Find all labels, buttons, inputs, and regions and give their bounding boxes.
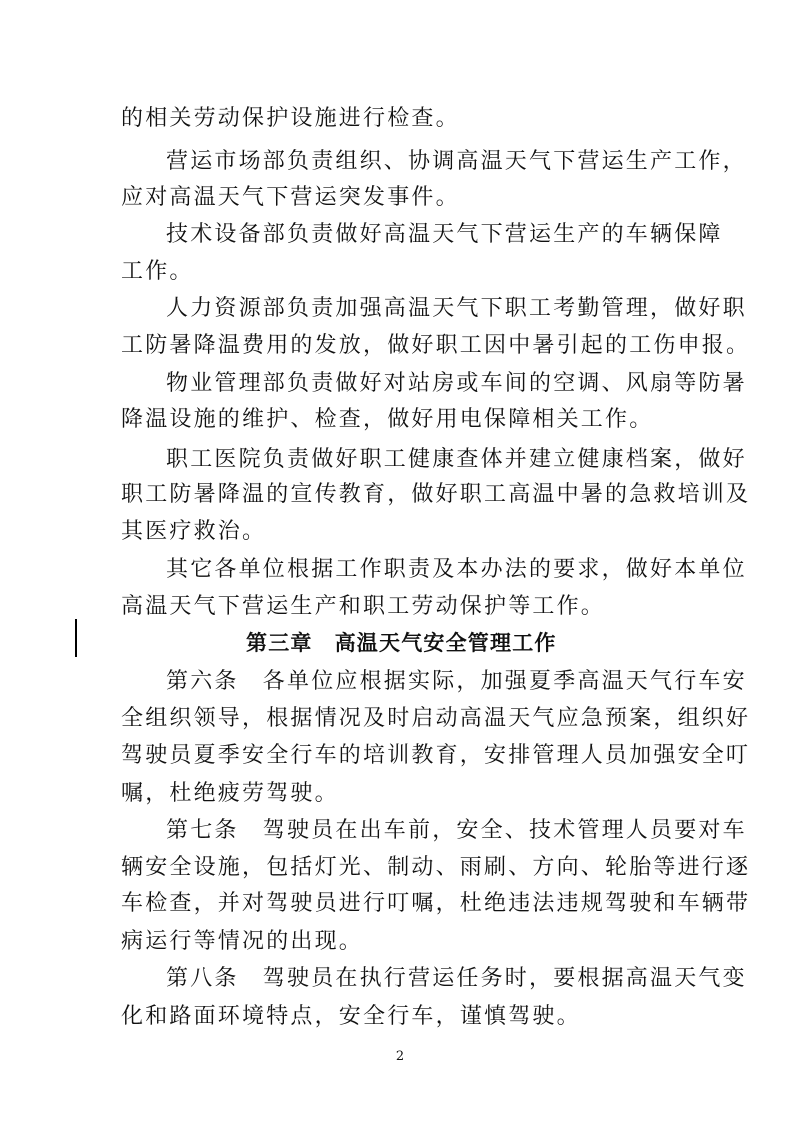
text-line: 人力资源部负责加强高温天气下职工考勤管理，做好职	[166, 296, 747, 321]
text-line: 其医疗救治。	[121, 519, 267, 544]
text-line: 驾驶员夏季安全行车的培训教育，安排管理人员加强安全叮	[121, 743, 751, 768]
text-line: 工作。	[121, 259, 194, 284]
text-line: 营运市场部负责组织、协调高温天气下营运生产工作，	[166, 149, 747, 174]
text-line: 工防暑降温费用的发放，做好职工因中暑引起的工伤申报。	[121, 333, 751, 358]
text-line: 车检查，并对驾驶员进行叮嘱，杜绝违法违规驾驶和车辆带	[121, 891, 751, 916]
text-line: 物业管理部负责做好对站房或车间的空调、风扇等防暑	[166, 371, 747, 396]
page-number: 2	[395, 1049, 405, 1064]
text-line: 第七条 驾驶员在出车前，安全、技术管理人员要对车	[166, 818, 747, 843]
text-line: 病运行等情况的出现。	[121, 929, 364, 954]
text-line: 辆安全设施，包括灯光、制动、雨刷、方向、轮胎等进行逐	[121, 855, 751, 880]
text-line: 职工防暑降温的宣传教育，做好职工高温中暑的急救培训及	[121, 482, 751, 507]
text-line: 降温设施的维护、检查，做好用电保障相关工作。	[121, 407, 654, 432]
text-line: 全组织领导，根据情况及时启动高温天气应急预案，组织好	[121, 706, 751, 731]
text-line: 嘱，杜绝疲劳驾驶。	[121, 781, 339, 806]
text-line: 高温天气下营运生产和职工劳动保护等工作。	[121, 594, 606, 619]
chapter-heading	[246, 630, 557, 656]
text-line: 化和路面环境特点，安全行车，谨慎驾驶。	[121, 1004, 581, 1029]
text-line: 第八条 驾驶员在执行营运任务时，要根据高温天气变	[166, 966, 747, 991]
text-line: 职工医院负责做好职工健康查体并建立健康档案，做好	[166, 447, 747, 472]
chapter-number: 第三章	[246, 631, 313, 655]
chapter-title: 高温天气安全管理工作	[334, 631, 557, 655]
text-cursor	[75, 619, 77, 657]
text-line: 的相关劳动保护设施进行检查。	[121, 106, 460, 131]
text-line: 技术设备部负责做好高温天气下营运生产的车辆保障	[166, 222, 723, 247]
text-line: 应对高温天气下营运突发事件。	[121, 185, 460, 210]
text-line: 其它各单位根据工作职责及本办法的要求，做好本单位	[166, 557, 747, 582]
text-line: 第六条 各单位应根据实际，加强夏季高温天气行车安	[166, 669, 747, 694]
